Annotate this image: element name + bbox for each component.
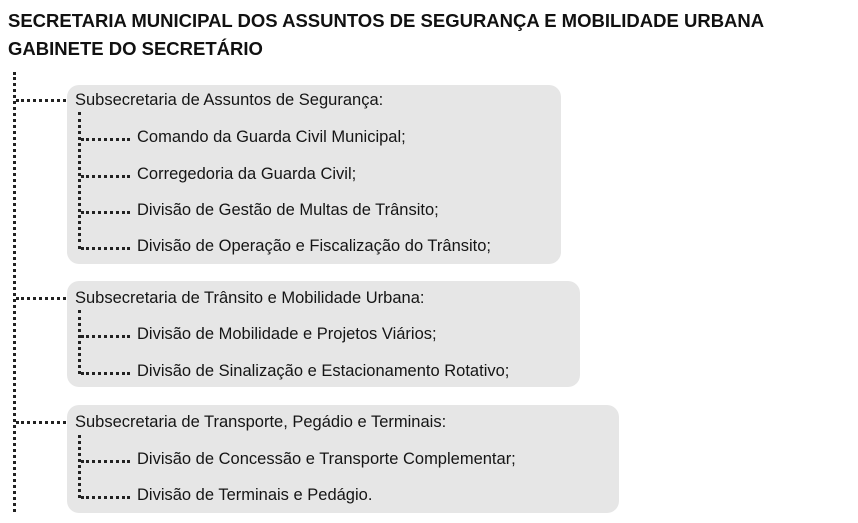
division-label: Divisão de Mobilidade e Projetos Viários;: [137, 325, 437, 343]
sub-connector-line: [78, 112, 81, 249]
division-label: Divisão de Sinalização e Estacionamento Rotativo;: [137, 362, 510, 380]
branch-connector: [81, 335, 130, 338]
branch-connector: [81, 460, 130, 463]
sub-connector-line: [78, 310, 81, 374]
subsecretaria-label-seguranca: Subsecretaria de Assuntos de Segurança:: [75, 91, 384, 109]
branch-connector: [81, 175, 130, 178]
sub-connector-line: [78, 435, 81, 498]
branch-connector: [81, 247, 130, 250]
division-label: Divisão de Operação e Fiscalização do Trânsito;: [137, 237, 492, 255]
branch-connector: [81, 372, 130, 375]
org-title: SECRETARIA MUNICIPAL DOS ASSUNTOS DE SEGURANÇA E MOBILIDADE URBANA: [8, 10, 765, 31]
division-label: Corregedoria da Guarda Civil;: [137, 165, 357, 183]
division-label: Comando da Guarda Civil Municipal;: [137, 128, 406, 146]
division-label: Divisão de Gestão de Multas de Trânsito;: [137, 201, 439, 219]
org-subtitle: GABINETE DO SECRETÁRIO: [8, 38, 263, 59]
division-label: Divisão de Terminais e Pedágio.: [137, 486, 373, 504]
division-label: Divisão de Concessão e Transporte Complementar;: [137, 450, 516, 468]
branch-connector: [16, 297, 66, 300]
branch-connector: [16, 421, 66, 424]
main-connector-line: [13, 72, 16, 512]
branch-connector: [81, 496, 130, 499]
branch-connector: [81, 211, 130, 214]
branch-connector: [81, 138, 130, 141]
subsecretaria-label-transporte: Subsecretaria de Transporte, Pegádio e Terminais:: [75, 413, 447, 431]
branch-connector: [16, 99, 66, 102]
subsecretaria-label-transito: Subsecretaria de Trânsito e Mobilidade Urbana:: [75, 289, 425, 307]
